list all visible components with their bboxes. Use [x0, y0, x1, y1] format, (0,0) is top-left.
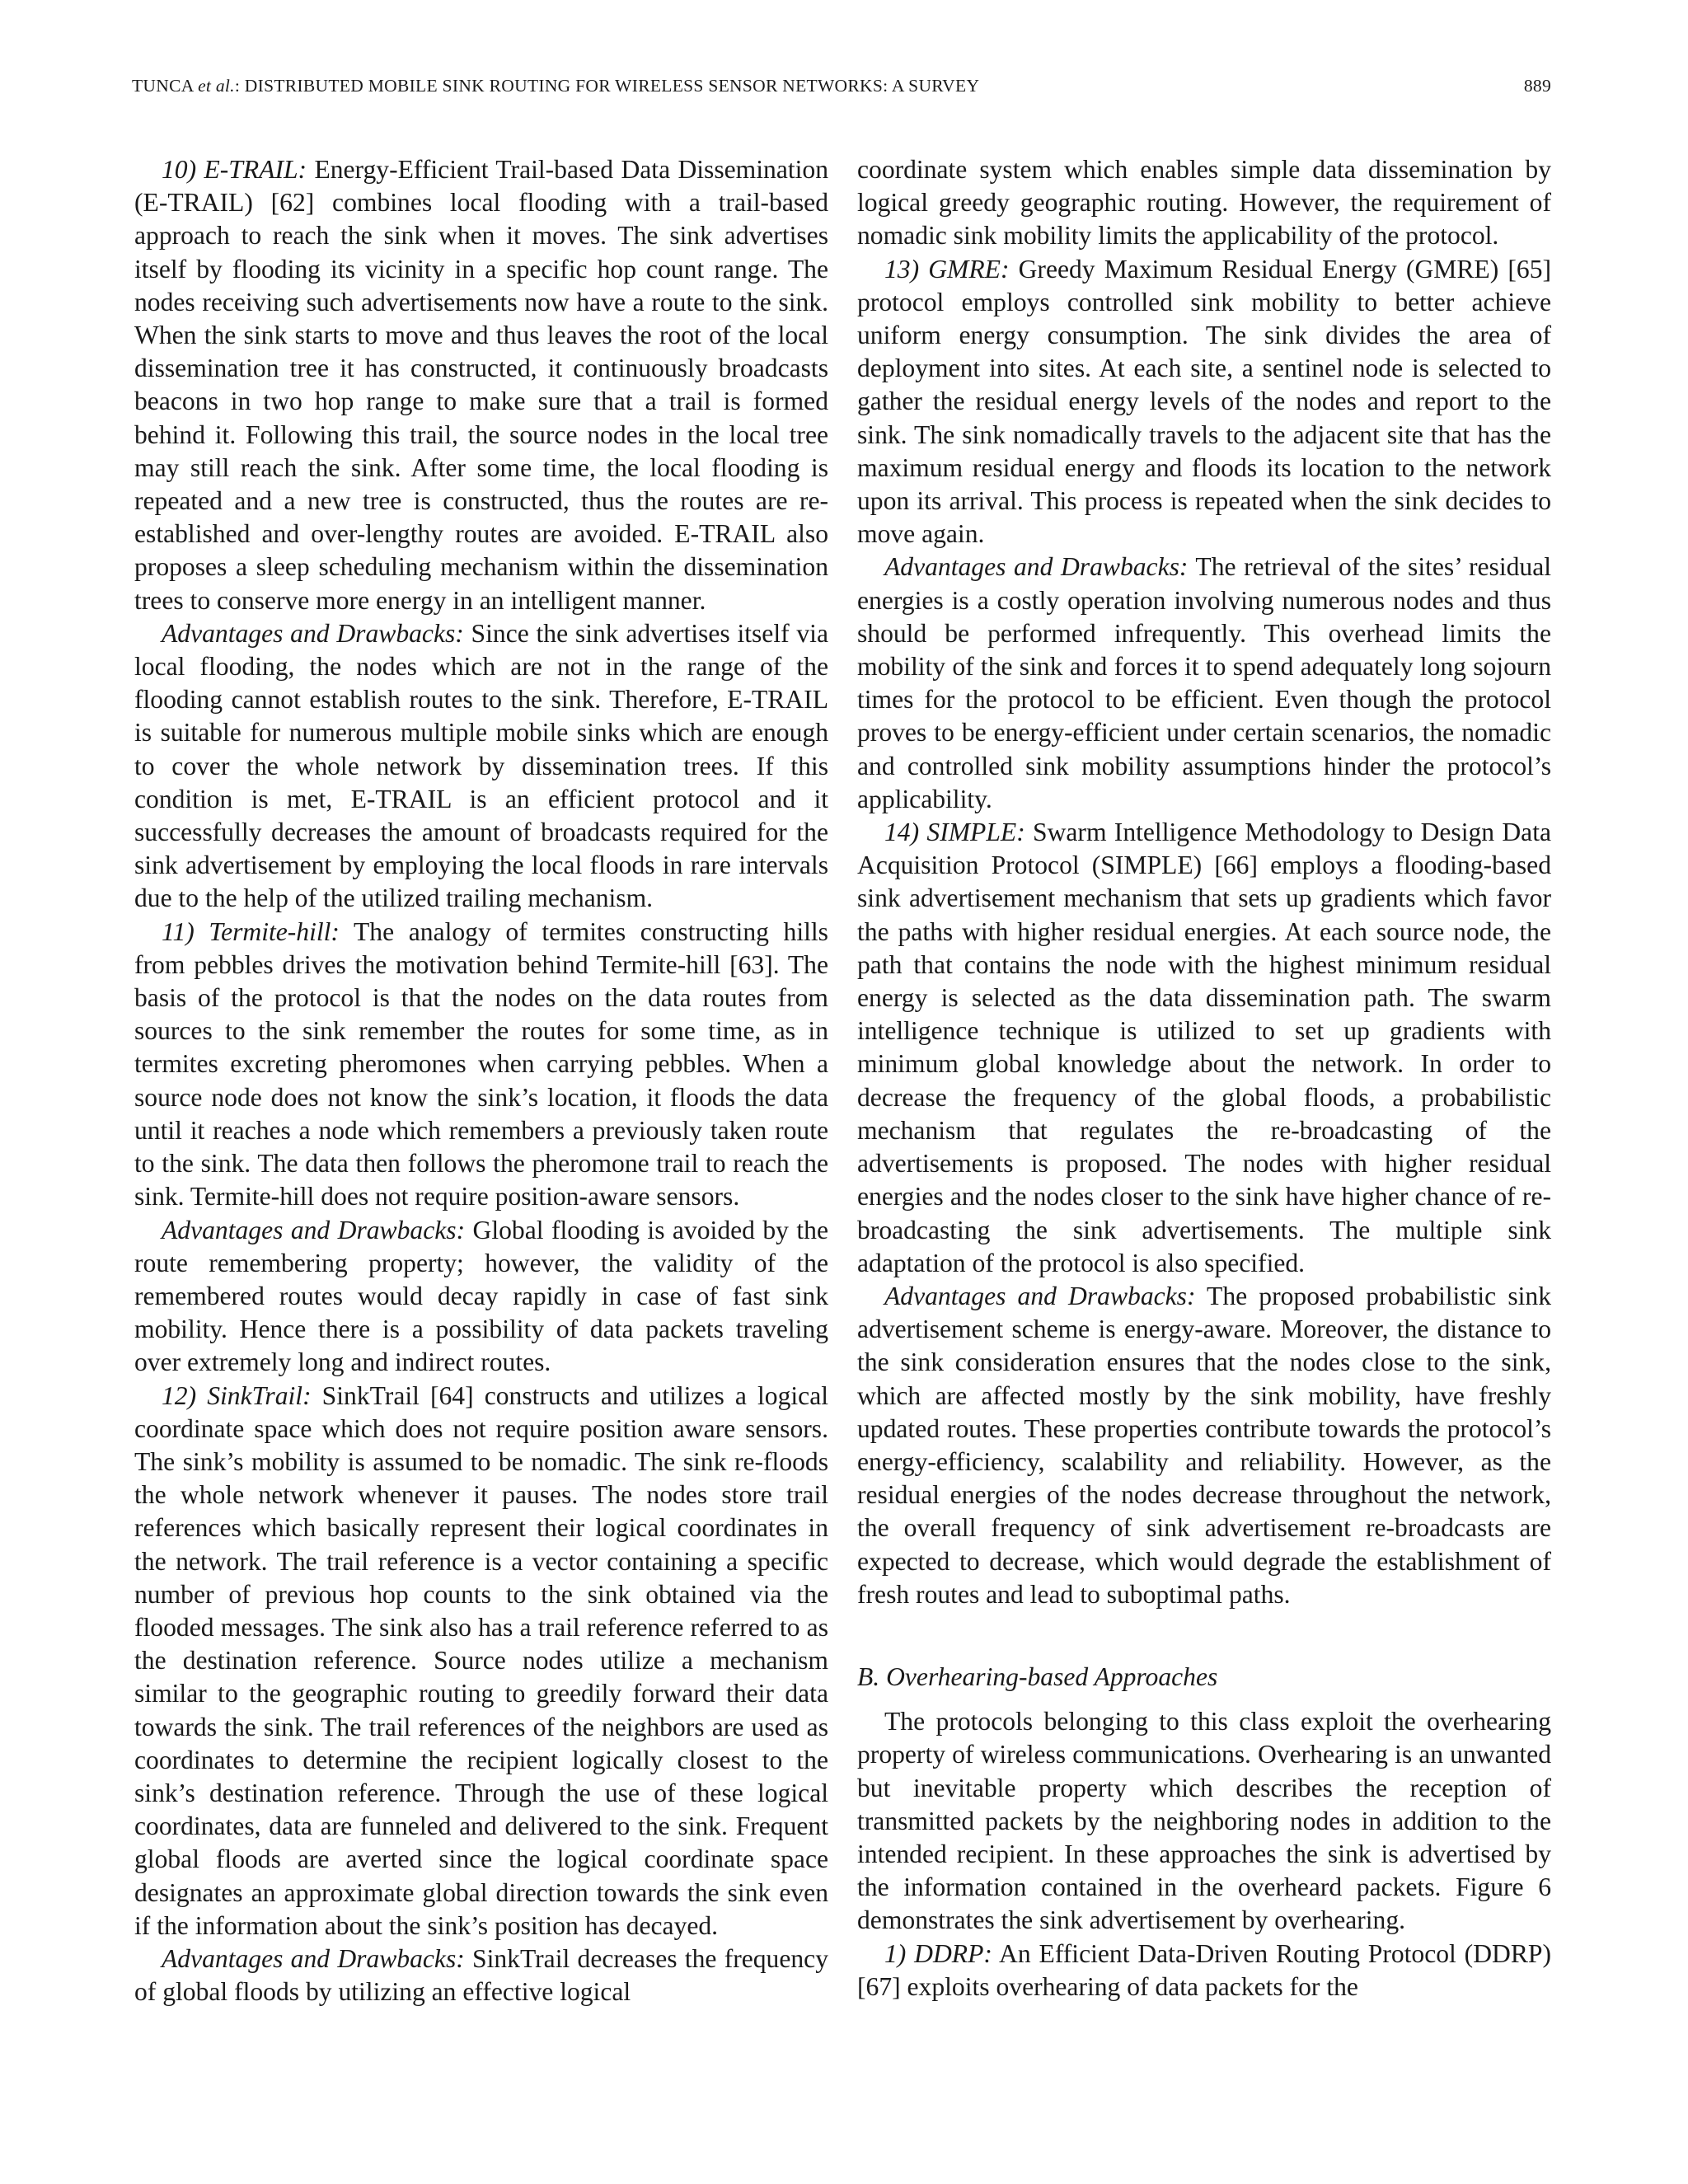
paragraph-gmre-body: Greedy Maximum Residual Energy (GMRE) [65] protocol employs controlled sink mobility to better achieve uniform energy consumption. The sink divides the area of deployment into sites. At each site, a sentinel node is selected to gather the residual energy levels of the nodes and report to the sink. The sink nomadically travels to the adjacent site that has the maximum residual energy and floods its location to the network upon its arrival. This process is repeated when the sink decides to move again. — [857, 254, 1552, 549]
advantages-heading: Advantages and Drawbacks: — [884, 552, 1189, 582]
right-column — [857, 153, 1551, 2004]
paragraph-ddrp-body: An Efficient Data-Driven Routing Protocol (DDRP) [67] exploits overhearing of data packets for the — [857, 1938, 1552, 2001]
paragraph-termite-hill-body: The analogy of termites constructing hills from pebbles drives the motivation behind Termite-hill [63]. The basis of the protocol is that the nodes on the data routes from sources to the sink remember the routes for some time, as in termites excreting pheromones when carrying pebbles. When a source node does not know the sink’s location, it floods the data until it reaches a node which remembers a previously taken route to the sink. The data then follows the pheromone trail to reach the sink. Termite-hill does not require position-aware sensors. — [134, 916, 828, 1212]
header-author: TUNCA — [132, 76, 194, 96]
paragraph-simple — [857, 816, 1551, 1280]
paragraph-sinktrail-advantages — [134, 1943, 828, 2008]
page-number: 889 — [1523, 76, 1551, 96]
paragraph-gmre-advantages — [857, 551, 1551, 816]
paragraph-sinktrail — [134, 1380, 828, 1943]
paragraph-sinktrail-advantages-continued: coordinate system which enables simple data dissemination by logical greedy geographic routing. However, the requirement of nomadic sink mobility limits the applicability of the protocol. — [857, 155, 1551, 251]
paragraph-etrail-advantages — [134, 617, 828, 916]
paragraph-ddrp — [857, 1938, 1551, 2004]
subsection-heading-etrail: 10) E-TRAIL: — [162, 155, 307, 184]
advantages-heading: Advantages and Drawbacks: — [162, 618, 464, 648]
subsection-heading-ddrp: 1) DDRP: — [884, 1938, 992, 1968]
paragraph-etrail-body: Energy-Efficient Trail-based Data Dissemination (E-TRAIL) [62] combines local flooding with a trail-based approach to reach the sink when it moves. The sink advertises itself by flooding its vicinity in a specific hop count range. The nodes receiving such advertisements now have a route to the sink. When the sink starts to move and thus leaves the root of the local dissemination tree it has constructed, it continuously broadcasts beacons in two hop range to make sure that a trail is formed behind it. Following this trail, the source nodes in the local tree may still reach the sink. After some time, the local flooding is repeated and a new tree is constructed, thus the routes are re-established and over-lengthy routes are avoided. E-TRAIL also proposes a sleep scheduling mechanism within the dissemination trees to conserve more energy in an intelligent manner. — [134, 155, 828, 615]
subsection-heading-simple: 14) SIMPLE: — [884, 818, 1025, 847]
header-etal: et al. — [198, 76, 235, 96]
subsection-heading-gmre: 13) GMRE: — [884, 254, 1010, 284]
paragraph-sinktrail-body: SinkTrail [64] constructs and utilizes a logical coordinate space which does not require position aware sensors. The sink’s mobility is assumed to be nomadic. The sink re-floods the whole network whenever it pauses. The nodes store trail references which basically represent their logical coordinates in the network. The trail reference is a vector containing a specific number of previous hop counts to the sink obtained via the flooded messages. The sink also has a trail reference referred to as the destination reference. Source nodes utilize a mechanism similar to the geographic routing to greedily forward their data towards the sink. The trail references of the neighbors are used as coordinates to determine the recipient logically closest to the sink’s destination reference. Through the use of these logical coordinates, data are funneled and delivered to the sink. Frequent global floods are averted since the logical coordinate space designates an approximate global direction towards the sink even if the information about the sink’s position has decayed. — [134, 1380, 828, 1940]
paragraph-etrail-advantages-body: Since the sink advertises itself via local flooding, the nodes which are not in the range of the flooding cannot establish routes to the sink. Therefore, E-TRAIL is suitable for numerous multiple mobile sinks which are enough to cover the whole network by dissemination trees. If this condition is met, E-TRAIL is an efficient protocol and it successfully decreases the amount of broadcasts required for the sink advertisement by employing the local floods in rare intervals due to the help of the utilized trailing mechanism. — [134, 618, 828, 913]
subsection-heading-sinktrail: 12) SinkTrail: — [162, 1380, 312, 1410]
section-heading-overhearing: B. Overhearing-based Approaches — [857, 1661, 1218, 1691]
advantages-heading: Advantages and Drawbacks: — [884, 1281, 1196, 1310]
paragraph-simple-body: Swarm Intelligence Methodology to Design Data Acquisition Protocol (SIMPLE) [66] employs a flooding-based sink advertisement mechanism that sets up gradients which favor the paths with higher residual energies. At each source node, the path that contains the node with the highest minimum residual energy is selected as the data dissemination path. The swarm intelligence technique is utilized to set up gradients with minimum global knowledge about the network. In order to decrease the frequency of the global floods, a probabilistic mechanism that regulates the re-broadcasting of the advertisements is proposed. The nodes with higher residual energies and the nodes closer to the sink have higher chance of re-broadcasting the sink advertisements. The multiple sink adaptation of the protocol is also specified. — [857, 818, 1552, 1277]
paragraph-overhearing-intro: The protocols belonging to this class exploit the overhearing property of wireless communications. Overhearing is an unwanted but inevitable property which describes the reception of transmitted packets by the neighboring nodes in addition to the intended recipient. In these approaches the sink is advertised by the information contained in the overheard packets. Figure 6 demonstrates the sink advertisement by overhearing. — [857, 1707, 1551, 1935]
paragraph-sinktrail-advantages-body: SinkTrail decreases the frequency of global floods by utilizing an effective logical — [134, 1943, 828, 2007]
paragraph-gmre-advantages-body: The retrieval of the sites’ residual energies is a costly operation involving numerous nodes and thus should be performed infrequently. This overhead limits the mobility of the sink and forces it to spend adequately long sojourn times for the protocol to be efficient. Even though the protocol proves to be energy-efficient under certain scenarios, the nomadic and controlled sink mobility assumptions hinder the protocol’s applicability. — [857, 552, 1551, 813]
advantages-heading: Advantages and Drawbacks: — [162, 1943, 465, 1973]
paragraph-termite-hill-advantages — [134, 1214, 828, 1380]
running-header — [132, 76, 1551, 109]
paragraph-simple-advantages-body: The proposed probabilistic sink advertisement scheme is energy-aware. Moreover, the distance to the sink consideration ensures that the nodes close to the sink, which are affected mostly by the sink mobility, have freshly updated routes. These properties contribute towards the protocol’s energy-efficiency, scalability and reliability. However, as the residual energies of the nodes decrease throughout the network, the overall frequency of sink advertisement re-broadcasts are expected to decrease, which would degrade the establishment of fresh routes and lead to suboptimal paths. — [857, 1281, 1551, 1609]
paragraph-gmre — [857, 253, 1551, 551]
running-title — [132, 76, 979, 96]
paragraph-termite-hill-advantages-body: Global flooding is avoided by the route remembering property; however, the validity of the remembered routes would decay rapidly in case of fast sink mobility. Hence there is a possibility of data packets traveling over extremely long and indirect routes. — [134, 1215, 828, 1377]
subsection-heading-termite-hill: 11) Termite-hill: — [162, 916, 340, 946]
left-column — [134, 153, 828, 2008]
paragraph-etrail — [134, 153, 828, 617]
header-title-rest: : DISTRIBUTED MOBILE SINK ROUTING FOR WIRELESS SENSOR NETWORKS: A SURVEY — [234, 76, 980, 96]
paragraph-termite-hill — [134, 916, 828, 1214]
paragraph-simple-advantages — [857, 1280, 1551, 1611]
advantages-heading: Advantages and Drawbacks: — [162, 1215, 466, 1244]
